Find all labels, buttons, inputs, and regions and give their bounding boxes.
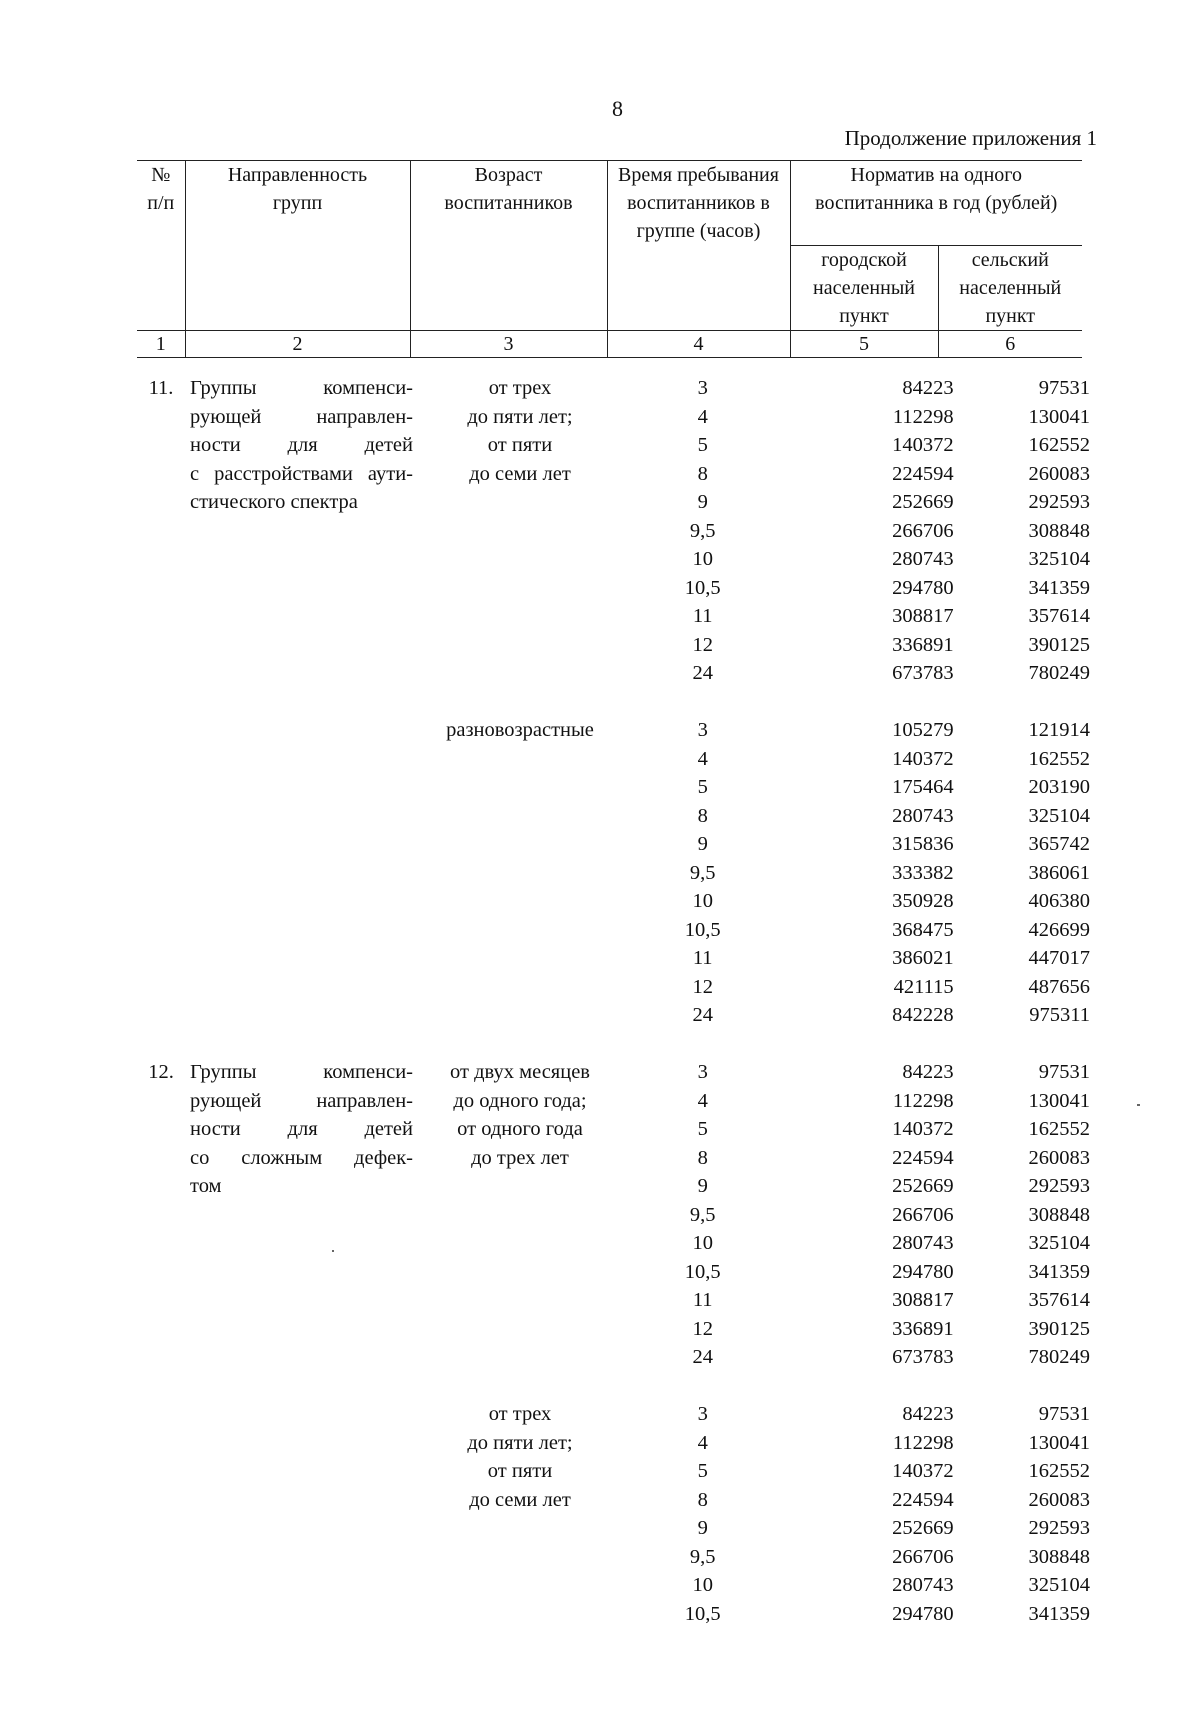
column-numbers-row [137,331,1082,358]
stay-hours: 24 [692,662,713,684]
table-row [620,802,1090,831]
stay-hours: 3 [697,719,708,741]
rural-norm: 260083 [1028,1488,1090,1511]
stay-hours: 10,5 [684,918,721,941]
group-direction-line: ности для детей [190,434,413,456]
header-col-rural: сельский населенный пункт [938,246,1082,331]
rural-norm: 341359 [1028,1260,1090,1283]
scan-speck [332,1250,334,1252]
rural-norm: 162552 [1028,747,1090,770]
urban-norm: 842228 [892,1004,954,1026]
stay-hours: 10,5 [684,1260,721,1283]
table-row [620,745,1090,774]
header-col-age: Возраст воспитанников [410,161,607,331]
stay-hours: 11 [692,605,713,627]
rural-norm: 325104 [1028,804,1090,827]
rural-norm: 162552 [1028,434,1090,456]
urban-norm: 333382 [892,861,954,884]
table-row [620,488,1090,517]
pupil-age-line: до пяти лет; [467,1431,573,1454]
table-row [620,1543,1090,1572]
rural-norm: 130041 [1028,405,1090,428]
rural-norm: 292593 [1028,491,1090,513]
urban-norm: 673783 [892,1346,954,1368]
table-row [620,773,1090,802]
stay-hours: 10,5 [684,576,721,599]
urban-norm: 386021 [892,947,954,969]
urban-norm: 294780 [892,576,954,599]
table-row [620,460,1090,489]
pupil-age-line: от трех [488,1403,552,1425]
urban-norm: 140372 [892,1118,954,1140]
table-row [620,859,1090,888]
urban-norm: 140372 [892,1460,954,1482]
urban-norm: 175464 [892,776,954,798]
urban-norm: 280743 [892,1232,954,1254]
urban-norm: 140372 [892,434,954,456]
rural-norm: 308848 [1028,1545,1090,1568]
rural-norm: 308848 [1028,1203,1090,1226]
group-direction [190,1058,413,1201]
stay-hours: 9 [697,1175,708,1197]
urban-norm: 315836 [892,833,954,855]
table-row [620,374,1090,403]
header-col-time: Время пребывания воспитанников в группе (часов) [607,161,790,331]
stay-hours: 9,5 [689,1545,716,1568]
urban-norm: 224594 [892,1488,954,1511]
table-row [620,1571,1090,1600]
urban-norm: 266706 [892,519,954,542]
stay-hours: 10 [692,1232,713,1254]
urban-norm: 294780 [892,1602,954,1625]
rural-norm: 325104 [1028,1232,1090,1254]
continuation-note: Продолжение приложения 1 [844,126,1097,150]
table-row [620,1201,1090,1230]
urban-norm: 112298 [892,405,954,428]
header-col-direction: Направленность групп [185,161,410,331]
pupil-age-line: от одного года [457,1118,583,1140]
stay-hours: 8 [697,804,708,827]
stay-hours: 5 [697,434,708,456]
pupil-age-line: до пяти лет; [467,405,573,428]
pupil-age-line: до семи лет [469,1488,571,1511]
stay-hours: 24 [692,1346,713,1368]
table-row [620,1087,1090,1116]
table-row [620,602,1090,631]
stay-hours: 5 [697,1118,708,1140]
table-row [620,1486,1090,1515]
urban-norm: 421115 [893,975,954,998]
rural-norm: 121914 [1028,719,1090,741]
table-row [620,631,1090,660]
stay-hours: 10 [692,890,713,912]
table-row [620,545,1090,574]
pupil-age-line: разновозрастные [446,719,594,741]
rural-norm: 97531 [1038,1403,1090,1425]
urban-norm: 308817 [892,1289,954,1311]
rural-norm: 357614 [1028,605,1090,627]
urban-norm: 266706 [892,1545,954,1568]
table-row [620,944,1090,973]
rural-norm: 97531 [1038,377,1090,399]
table-row [620,1172,1090,1201]
table-row [620,659,1090,688]
rural-norm: 292593 [1028,1175,1090,1197]
table-row [620,517,1090,546]
table-header [137,160,1082,358]
pupil-age-line: до семи лет [469,462,571,485]
rural-norm: 325104 [1028,548,1090,570]
urban-norm: 336891 [892,1317,954,1340]
stay-hours: 3 [697,1403,708,1425]
urban-norm: 224594 [892,1146,954,1169]
stay-hours: 3 [697,1061,708,1083]
row-index: 11. [148,377,174,399]
scan-speck [1137,1104,1140,1106]
row-index: 12. [148,1061,174,1083]
group-direction-line: с расстройствами аути- [190,462,413,485]
urban-norm: 224594 [892,462,954,485]
table-row [620,574,1090,603]
rural-norm: 365742 [1028,833,1090,855]
urban-norm: 266706 [892,1203,954,1226]
table-row [620,1144,1090,1173]
stay-hours: 24 [692,1004,713,1026]
stay-hours: 10,5 [684,1602,721,1625]
urban-norm: 280743 [892,1574,954,1596]
rural-norm: 447017 [1028,947,1090,969]
rural-norm: 487656 [1028,975,1090,998]
stay-hours: 9,5 [689,1203,716,1226]
urban-norm: 350928 [892,890,954,912]
table-row [620,1115,1090,1144]
pupil-age [420,716,620,745]
stay-hours: 10 [692,548,713,570]
urban-norm: 105279 [892,719,954,741]
stay-hours: 8 [697,1146,708,1169]
rural-norm: 426699 [1028,918,1090,941]
urban-norm: 252669 [892,491,954,513]
table-row [620,1315,1090,1344]
urban-norm: 84223 [902,377,954,399]
table-row [620,1229,1090,1258]
urban-norm: 112298 [892,1431,954,1454]
pupil-age-line: от двух месяцев [450,1061,590,1083]
column-number: 1 [137,331,185,358]
stay-hours: 4 [697,1089,708,1112]
rural-norm: 130041 [1028,1431,1090,1454]
table-row [620,1058,1090,1087]
urban-norm: 294780 [892,1260,954,1283]
urban-norm: 252669 [892,1175,954,1197]
table-row [620,1343,1090,1372]
pupil-age-line: от пяти [487,434,553,456]
column-number: 2 [185,331,410,358]
header-col-no: № п/п [137,161,185,331]
urban-norm: 84223 [902,1403,954,1425]
group-direction-line: Группы компенси- [190,377,413,399]
urban-norm: 140372 [892,747,954,770]
rural-norm: 130041 [1028,1089,1090,1112]
urban-norm: 84223 [902,1061,954,1083]
table-row [620,1001,1090,1030]
urban-norm: 280743 [892,804,954,827]
group-direction-line: том [190,1175,222,1197]
table-row [620,1600,1090,1629]
rural-norm: 260083 [1028,1146,1090,1169]
stay-hours: 4 [697,405,708,428]
pupil-age-line: до одного года; [453,1089,587,1112]
rural-norm: 260083 [1028,462,1090,485]
stay-hours: 9 [697,1517,708,1539]
table-row [620,916,1090,945]
table-row [620,1286,1090,1315]
header-col-urban: городской населенный пункт [790,246,938,331]
table-row [620,1429,1090,1458]
stay-hours: 4 [697,747,708,770]
table-row [620,716,1090,745]
stay-hours: 12 [692,633,713,656]
table-row [620,1457,1090,1486]
pupil-age [420,1400,620,1514]
rural-norm: 780249 [1028,662,1090,684]
stay-hours: 8 [697,462,708,485]
rural-norm: 406380 [1028,890,1090,912]
table-row [620,1514,1090,1543]
rural-norm: 162552 [1028,1118,1090,1140]
table-row [620,403,1090,432]
urban-norm: 368475 [892,918,954,941]
column-number: 4 [607,331,790,358]
table-row [620,973,1090,1002]
page-number: 8 [612,96,623,121]
rural-norm: 97531 [1038,1061,1090,1083]
group-direction-line: со сложным дефек- [190,1146,413,1169]
rural-norm: 292593 [1028,1517,1090,1539]
urban-norm: 252669 [892,1517,954,1539]
group-direction-line: Группы компенси- [190,1061,413,1083]
table-row [620,431,1090,460]
rural-norm: 975311 [1029,1004,1090,1026]
rural-norm: 390125 [1028,1317,1090,1340]
urban-norm: 336891 [892,633,954,656]
column-number: 6 [938,331,1082,358]
stay-hours: 12 [692,1317,713,1340]
rural-norm: 162552 [1028,1460,1090,1482]
pupil-age-line: от трех [488,377,552,399]
pupil-age-line: до трех лет [471,1146,569,1169]
group-direction-line: рующей направлен- [190,1089,413,1112]
rural-norm: 325104 [1028,1574,1090,1596]
stay-hours: 9,5 [689,519,716,542]
urban-norm: 280743 [892,548,954,570]
urban-norm: 112298 [892,1089,954,1112]
group-direction-line: ности для детей [190,1118,413,1140]
stay-hours: 5 [697,1460,708,1482]
table-row [620,1258,1090,1287]
table-row [620,1400,1090,1429]
rural-norm: 386061 [1028,861,1090,884]
rural-norm: 390125 [1028,633,1090,656]
stay-hours: 4 [697,1431,708,1454]
rural-norm: 780249 [1028,1346,1090,1368]
pupil-age [420,374,620,488]
header-col-norm: Норматив на одного воспитанника в год (рублей) [790,161,1082,246]
group-direction-line: стического спектра [190,491,358,513]
group-direction-line: рующей направлен- [190,405,413,428]
rural-norm: 308848 [1028,519,1090,542]
pupil-age-line: от пяти [487,1460,553,1482]
stay-hours: 9 [697,833,708,855]
group-direction [190,374,413,517]
column-number: 5 [790,331,938,358]
rural-norm: 341359 [1028,576,1090,599]
stay-hours: 10 [692,1574,713,1596]
stay-hours: 9,5 [689,861,716,884]
stay-hours: 11 [692,1289,713,1311]
table-row [620,830,1090,859]
pupil-age [420,1058,620,1172]
stay-hours: 11 [692,947,713,969]
urban-norm: 673783 [892,662,954,684]
rural-norm: 357614 [1028,1289,1090,1311]
stay-hours: 12 [692,975,713,998]
stay-hours: 9 [697,491,708,513]
rural-norm: 341359 [1028,1602,1090,1625]
column-number: 3 [410,331,607,358]
table-row [620,887,1090,916]
stay-hours: 3 [697,377,708,399]
stay-hours: 5 [697,776,708,798]
rural-norm: 203190 [1028,776,1090,798]
stay-hours: 8 [697,1488,708,1511]
urban-norm: 308817 [892,605,954,627]
